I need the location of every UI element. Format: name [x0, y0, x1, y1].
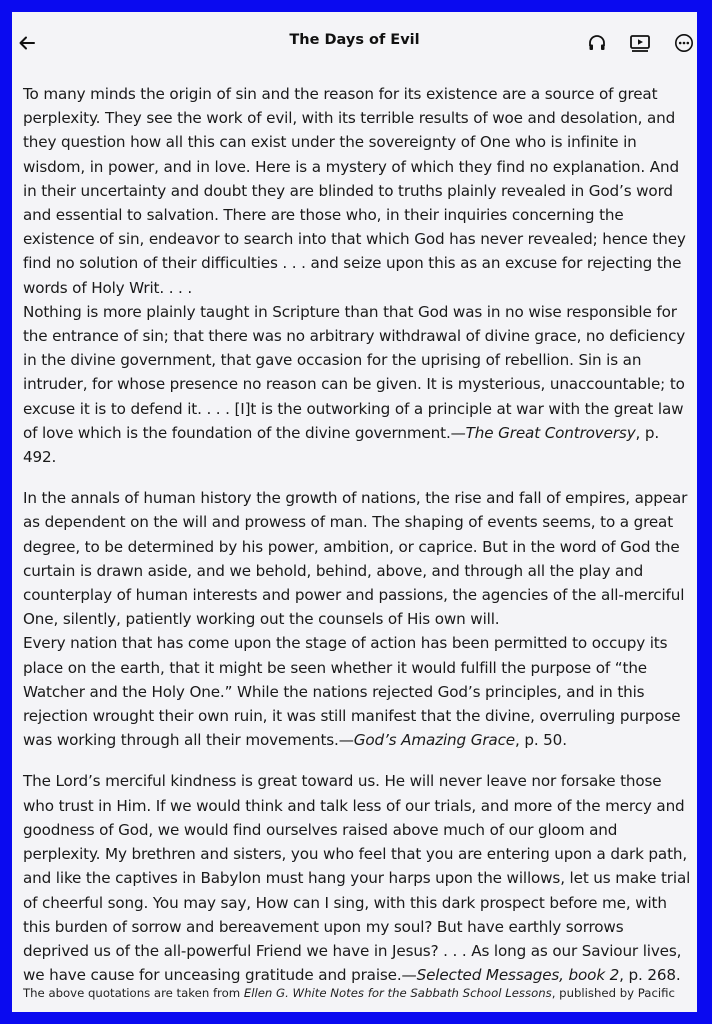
- reader-frame: [12, 12, 697, 1012]
- source-page: , p. 492.: [23, 423, 660, 467]
- headphones-icon: [587, 33, 607, 53]
- quote-paragraph: [23, 300, 691, 469]
- more-button[interactable]: [671, 30, 697, 56]
- top-bar: [12, 12, 697, 72]
- footer-book-title: Ellen G. White Notes for the Sabbath School Lessons: [243, 986, 552, 1000]
- quote-paragraph: [23, 631, 691, 752]
- video-play-icon: [629, 33, 651, 53]
- quote-paragraph: [23, 769, 691, 987]
- video-button[interactable]: [627, 30, 653, 56]
- page-title: The Days of Evil: [289, 32, 420, 48]
- footer-prefix: The above quotations are taken from: [23, 986, 244, 1000]
- source-title: Selected Messages, book 2: [416, 966, 620, 985]
- quote-paragraph: To many minds the origin of sin and the reason for its existence are a source of great perplexity. They see the work of evil, with its terrible results of woe and desolation, and they question how all this can exist under the sovereignty of One who is infinite in wisdom, in power, and in love. Here is a mystery of which they find no explanation. And in their uncertainty and doubt they are blinded to truths plainly revealed in God’s word and essential to salvation. There are those who, in their inquiries concerning the existence of sin, endeavor to search into that which God has never revealed; hence they find no solution of their difficulties . . . and seize upon this as an excuse for rejecting the words of Holy Writ. . . .: [23, 85, 686, 297]
- more-options-icon: [674, 33, 694, 53]
- source-title: God’s Amazing Grace: [353, 731, 515, 750]
- quote-text: Every nation that has come upon the stage of action has been permitted to occupy its place on the earth, that it might be seen whether it would fulfill the purpose of “the Watcher and the Holy One.” While the nations rejected God’s principles, and in this rejection wrought their own ruin, it was still manifest that the divine, overruling purpose was working through all their movements.—: [23, 634, 681, 750]
- quote-text: Nothing is more plainly taught in Scripture than that God was in no wise responsible for the entrance of sin; that there was no arbitrary withdrawal of divine grace, no deficiency in the divine government, that gave occasion for the uprising of rebellion. Sin is an intruder, for whose presence no reason can be given. It is mysterious, unaccountable; to excuse it is to defend it. . . . [I]t is the outworking of a principle at war with the great law of love which is the foundation of the divine government.—: [23, 302, 686, 442]
- source-page: , p. 268.: [619, 966, 681, 985]
- footer-note: [23, 986, 691, 1000]
- lesson-text: [23, 82, 691, 987]
- quote-text: The Lord’s merciful kindness is great toward us. He will never leave nor forsake those who trust in Him. If we would think and talk less of our trials, and more of the mercy and goodness of God, we would find ourselves raised above much of our gloom and perplexity. My brethren and sisters, you who feel that you are entering upon a dark path, and like the captives in Babylon must hang your harps upon the willows, let us make trial of cheerful song. You may say, How can I sing, with this dark prospect before me, with this burden of sorrow and bereavement upon my soul? But have earthly sorrows deprived us of the all-powerful Friend we have in Jesus? . . . As long as our Saviour lives, we have cause for unceasing gratitude and praise.—: [23, 772, 691, 985]
- quote-paragraph: In the annals of human history the growth of nations, the rise and fall of empires, appear as dependent on the will and prowess of man. The shaping of events seems, to a great degree, to be determined by his power, ambition, or caprice. But in the word of God the curtain is drawn aside, and we behold, behind, above, and through all the play and counterplay of human interests and power and passions, the agencies of the all-merciful One, silently, patiently working out the counsels of His own will.: [23, 489, 688, 629]
- source-page: , p. 50.: [514, 731, 567, 750]
- source-title: The Great Controversy: [465, 423, 636, 442]
- footer-suffix: , published by Pacific: [551, 986, 675, 1000]
- audio-button[interactable]: [584, 30, 610, 56]
